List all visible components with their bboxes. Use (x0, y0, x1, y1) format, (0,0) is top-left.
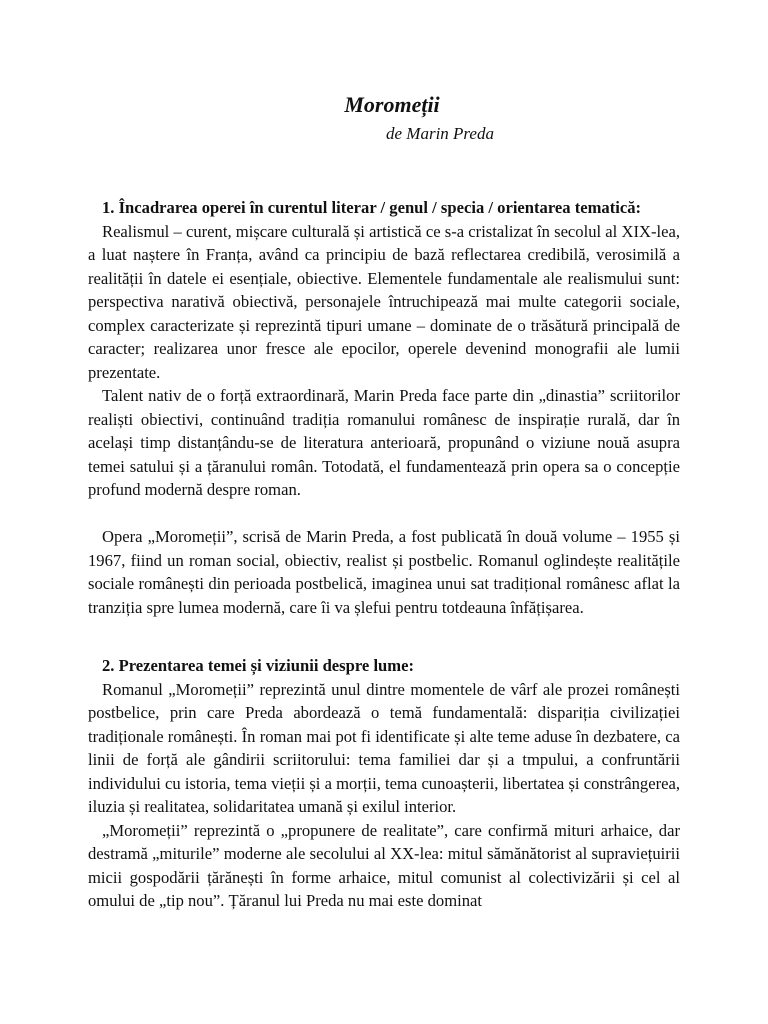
section-2-paragraph-1: Romanul „Moromeții” reprezintă unul dintre momentele de vârf ale prozei românești postbelice, prin care Preda abordează o temă fundamentală: dispariția civilizației tradiționale românești. În roman mai pot fi identificate și alte teme aduse în dezbatere, ca linii de forță ale gândirii scriitorului: tema familiei dar și a tmpului, a confruntării individului cu istoria, tema vieții și a morții, tema cunoașterii, libertatea și constrângerea, iluzia și realitatea, solidaritatea umană și exilul interior. (88, 679, 680, 816)
section-1-paragraph-3: Opera „Moromeții”, scrisă de Marin Preda, a fost publicată în două volume – 1955 și 1967, fiind un roman social, obiectiv, realist și postbelic. Romanul oglindește realitățile sociale românești din perioada postbelică, imaginea unui sat tradițional românesc aflat la tranziția spre lumea modernă, care îi va șlefui pentru totdeauna înfățișarea. (88, 527, 680, 617)
section-1-paragraph-1: Realismul – curent, mișcare culturală și artistică ce s-a cristalizat în secolul al XIX-lea, a luat naștere în Franța, având ca principiu de bază reflectarea credibilă, verosimilă a realității în datele ei esențiale, obiective. Elementele fundamentale ale realismului sunt: perspectiva narativă obiectivă, personajele întruchipează mai multe categorii sociale, complex caracterizate și reprezintă tipuri umane – dominate de o trăsătură principală de caracter; realizarea unor fresce ale epocilor, operele devenind monografii ale lumii prezentate. (88, 221, 680, 382)
section-2-heading: 2. Prezentarea temei și viziunii despre lume: (102, 656, 414, 675)
document-body (88, 196, 680, 913)
section-gap (88, 619, 680, 654)
section-1-heading: 1. Încadrarea operei în curentul literar / genul / specia / orientarea tematică: (102, 198, 642, 217)
document-title: Moromeții (344, 92, 440, 117)
document-subtitle: de Marin Preda (386, 124, 494, 143)
section-2-paragraph-2: „Moromeții” reprezintă o „propunere de realitate”, care confirmă mituri arhaice, dar destramă „miturile” moderne ale secolului al XX-lea: mitul sămănătorist al supraviețuirii micii gospodării țărănești în forme arhaice, mitul comunist al colectivizării și cel al omului de „tip nou”. Țăranul lui Preda nu mai este dominat (88, 820, 680, 910)
paragraph-gap (88, 502, 680, 526)
section-1-paragraph-2: Talent nativ de o forță extraordinară, Marin Preda face parte din „dinastia” scriitorilor realiști obiectivi, continuând tradiția romanului românesc de inspirație rurală, dar în același timp distanțându-se de literatura anterioară, propunând o viziune nouă asupra temei satului și a țăranului român. Totodată, el fundamentează prin opera sa o concepție profund modernă despre roman. (88, 386, 680, 499)
